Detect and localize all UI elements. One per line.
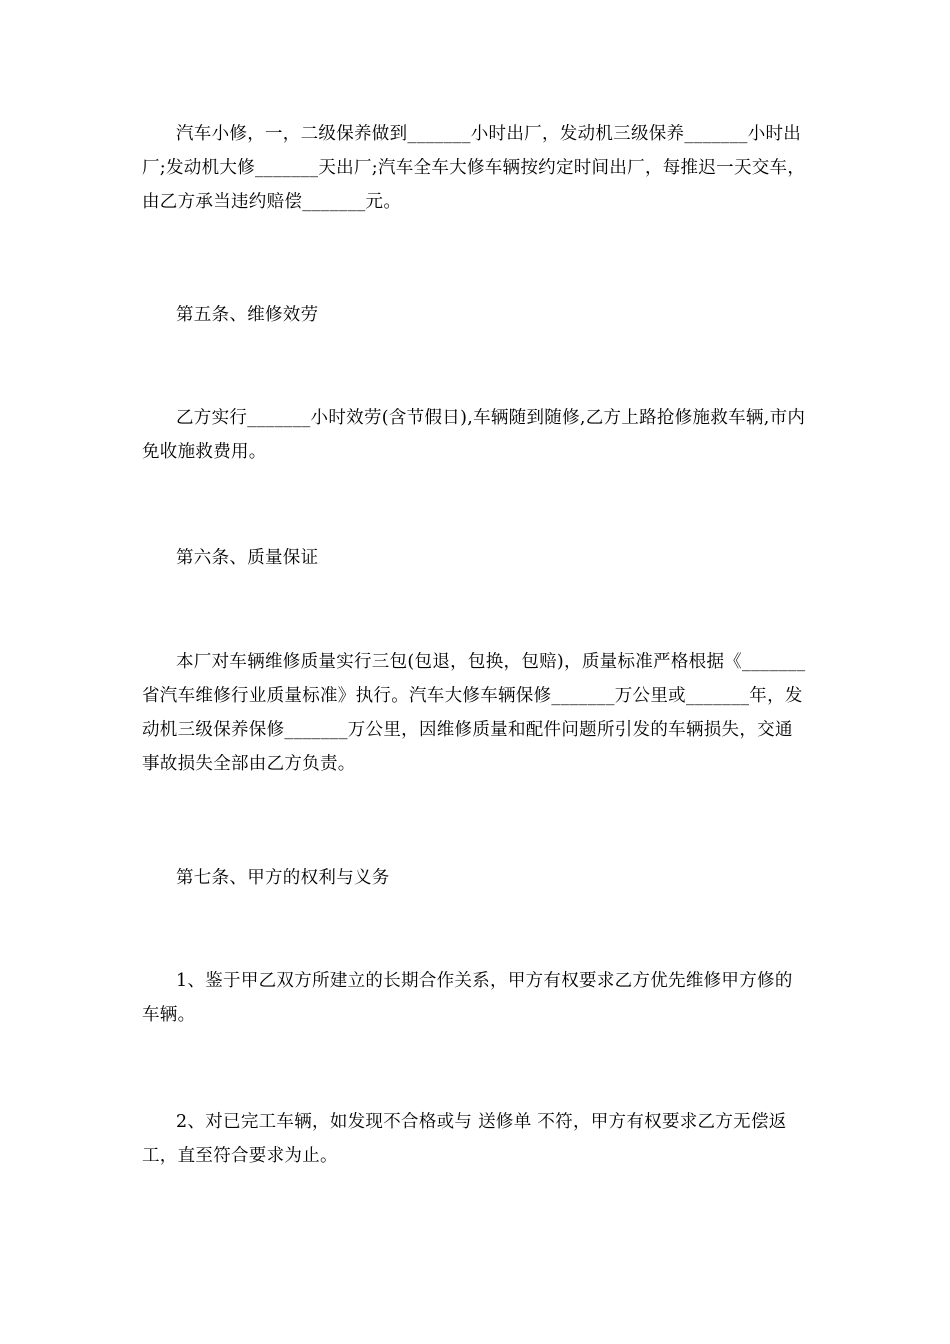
heading-article-5: 第五条、维修效劳	[176, 305, 319, 325]
paragraph-repair-service: 乙方实行_______小时效劳(含节假日),车辆随到随修,乙方上路抢修施救车辆,市内免收施救费用。	[142, 408, 806, 462]
paragraph-right-1: 1、鉴于甲乙双方所建立的长期合作关系，甲方有权要求乙方优先维修甲方修的车辆。	[142, 971, 793, 1025]
paragraph-right-2: 2、对已完工车辆，如发现不合格或与 送修单 不符，甲方有权要求乙方无偿返工，直至符合要求为止。	[142, 1112, 787, 1166]
heading-article-6: 第六条、质量保证	[176, 548, 319, 568]
heading-article-7: 第七条、甲方的权利与义务	[176, 868, 390, 888]
paragraph-quality-guarantee: 本厂对车辆维修质量实行三包(包退，包换，包赔)，质量标准严格根据《_______省汽车维修行业质量标准》执行。汽车大修车辆保修_______万公里或_______年，发动机三级保养保修_______万公里，因维修质量和配件问题所引发的车辆损失，交通事故损失全部由乙方负责。	[142, 652, 806, 774]
paragraph-repair-time: 汽车小修，一，二级保养做到_______小时出厂，发动机三级保养_______小时出厂;发动机大修_______天出厂;汽车全车大修车辆按约定时间出厂，每推迟一天交车，由乙方承当违约赔偿_______元。	[142, 124, 806, 212]
